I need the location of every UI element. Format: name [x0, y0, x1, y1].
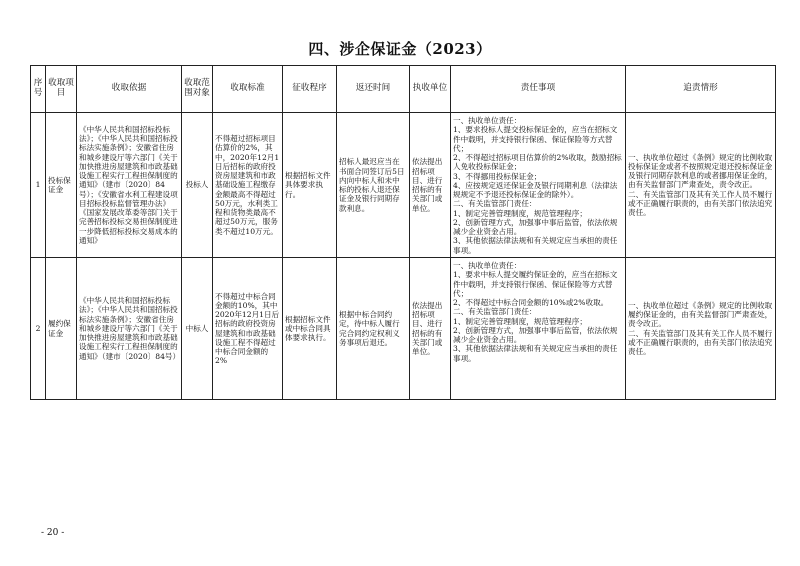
header-cell: 返还时间 [337, 66, 410, 113]
row-item: 履约保证金 [46, 258, 77, 400]
row-number: 2 [31, 258, 46, 400]
header-cell: 收取依据 [77, 66, 182, 113]
header-cell: 收取范围对象 [182, 66, 213, 113]
header-cell: 执收单位 [410, 66, 451, 113]
row-item: 投标保证金 [46, 113, 77, 258]
row-basis: 《中华人民共和国招标投标法》；《中华人民共和国招标投标法实施条例》；安徽省住房和城乡建设厅等六部门《关于加快推进房屋建筑和市政基础设施工程实行工程担保制度的通知》（建市〔2020〕84号）；《安徽省水利工程建设项目招标投标监督管理办法》《国家发展改革委等部门关于完善招标投标交易担保制度进一步降低招标投标交易成本的通知》 [77, 113, 182, 258]
row-procedure: 根据招标文件或中标合同具体要求执行。 [283, 258, 337, 400]
table-row [31, 113, 776, 258]
row-return-time: 招标人最迟应当在书面合同签订后5日内向中标人和未中标的投标人退还保证金及银行同期存款利息。 [337, 113, 410, 258]
header-row [31, 66, 776, 113]
row-accountability: 一、执收单位超过《条例》规定的比例收取投标保证金或者不按照规定退还投标保证金及银行同期存款利息的或者挪用保证金的，由有关监督部门严肃查处，责令改正。 二、有关监管部门及其有关工作人员不履行或不正确履行职责的，由有关部门依法追究责任。 [626, 113, 776, 258]
row-collector: 依法提出招标项目、进行招标的有关部门或单位。 [410, 258, 451, 400]
header-cell: 追责情形 [626, 66, 776, 113]
page-title: 四、涉企保证金（2023） [308, 40, 492, 58]
fee-table [30, 65, 776, 400]
row-basis: 《中华人民共和国招标投标法》；《中华人民共和国招标投标法实施条例》；安徽省住房和城乡建设厅等六部门《关于加快推进房屋建筑和市政基础设施工程实行工程担保制度的通知》（建市〔2020〕84号） [77, 258, 182, 400]
header-cell: 征收程序 [283, 66, 337, 113]
row-standard: 不得超过招标项目估算价的2%，其中，2020年12月1日后招标的政府投资房屋建筑和市政基础设施工程缴存金额最高不得超过50万元，水利类工程和货物类最高不超过50万元，服务类不超过10万元。 [213, 113, 283, 258]
row-number: 1 [31, 113, 46, 258]
row-standard: 不得超过中标合同金额的10%，其中2020年12月1日后招标的政府投资房屋建筑和市政基础设施工程不得超过中标合同金额的2% [213, 258, 283, 400]
row-procedure: 根据招标文件具体要求执行。 [283, 113, 337, 258]
row-scope: 投标人 [182, 113, 213, 258]
row-duties: 一、执收单位责任： 1、要求中标人提交履约保证金的，应当在招标文件中载明，并支持银行保函、保证保险等方式替代； 2、不得超过中标合同金额的10%或2%收取。 二、有关监管部门责任： 1、制定完善管理制度，规范管理程序； 2、创新管理方式，加强事中事后监管，依法依规减少企业资金占用。 3、其他依据法律法规和有关规定应当承担的责任事项。 [451, 258, 626, 400]
page-number: - 20 - [41, 528, 65, 538]
row-return-time: 根据中标合同约定，待中标人履行完合同约定权利义务事项后退还。 [337, 258, 410, 400]
row-duties: 一、执收单位责任： 1、要求投标人提交投标保证金的，应当在招标文件中载明，并支持银行保函、保证保险等方式替代； 2、不得超过招标项目估算价的2%收取，鼓励招标人免收投标保证金； 3、不得挪用投标保证金； 4、应按规定返还保证金及银行同期利息（法律法规规定不予退还投标保证金的除外）。 二、有关监管部门责任： 1、制定完善管理制度，规范管理程序； 2、创新管理方式，加强事中事后监管，依法依规减少企业资金占用。 3、其他依据法律法规和有关规定应当承担的责任事项。 [451, 113, 626, 258]
header-cell: 收取项目 [46, 66, 77, 113]
header-cell: 序号 [31, 66, 46, 113]
row-collector: 依法提出招标项目、进行招标的有关部门或单位。 [410, 113, 451, 258]
row-accountability: 一、执收单位超过《条例》规定的比例收取履约保证金的，由有关监督部门严肃查处，责令改正。 二、有关监管部门及其有关工作人员不履行或不正确履行职责的，由有关部门依法追究责任。 [626, 258, 776, 400]
header-cell: 责任事项 [451, 66, 626, 113]
header-cell: 收取标准 [213, 66, 283, 113]
table-row [31, 258, 776, 400]
row-scope: 中标人 [182, 258, 213, 400]
